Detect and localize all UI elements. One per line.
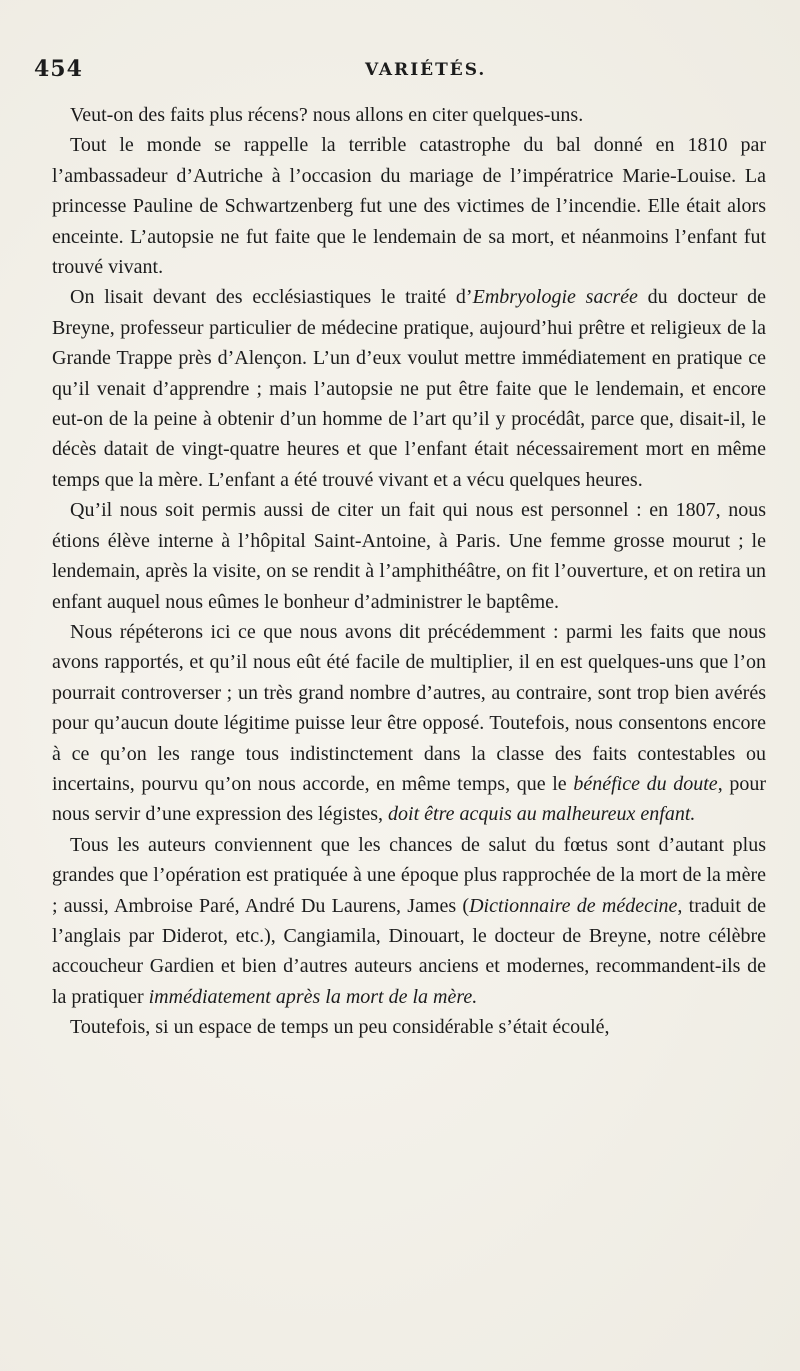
- body-text: [52, 100, 766, 1043]
- paragraph-5-italic-a: bénéfice du doute: [573, 772, 718, 795]
- paragraph-5-text-b: , pour nous servir d’une expression des légistes,: [52, 772, 766, 826]
- paragraph-6: [52, 830, 766, 1012]
- paragraph-3-text-a: On lisait devant des ecclésiastiques le traité d’: [70, 286, 473, 309]
- paragraph-3-italic: Embryologie sacrée: [472, 286, 638, 309]
- page-header: [30, 56, 770, 86]
- running-title: VARIÉTÉS.: [365, 60, 487, 80]
- paragraph-6-text-a: Tous les auteurs conviennent que les chances de salut du fœtus sont d’autant plus grandes que l’opération est pratiquée à une époque plus rapprochée de la mort de la mère ; aussi, Ambroise Paré, André Du Laurens, James (: [52, 833, 766, 917]
- paragraph-6-italic-a: Dictionnaire de médecine: [469, 894, 678, 917]
- paragraph-4: Qu’il nous soit permis aussi de citer un fait qui nous est personnel : en 1807, nous étions élève interne à l’hôpital Saint-Antoine, à Paris. Une femme grosse mourut ; le lendemain, après la visite, on se rendit à l’amphithéâtre, on fit l’ouverture, et on retira un enfant auquel nous eûmes le bonheur d’administrer le baptême.: [52, 499, 766, 613]
- paragraph-5: [52, 617, 766, 830]
- paragraph-5-italic-b: doit être acquis au malheureux enfant.: [388, 803, 696, 826]
- paragraph-7: Toutefois, si un espace de temps un peu considérable s’était écoulé,: [70, 1016, 610, 1039]
- paragraph-3: [52, 282, 766, 495]
- page-number: 454: [34, 56, 83, 82]
- paragraph-1: Veut-on des faits plus récens? nous allons en citer quelques-uns.: [70, 104, 584, 126]
- paragraph-6-text-b: , traduit de l’anglais par Diderot, etc.), Cangiamila, Dinouart, le docteur de Breyne, notre célèbre accoucheur Gardien et bien d’autres auteurs anciens et modernes, recommandent-ils de la pratiquer: [52, 894, 766, 1008]
- paragraph-5-text-a: Nous répéterons ici ce que nous avons dit précédemment : parmi les faits que nous avons rapportés, et qu’il nous eût été facile de multiplier, il en est quelques-uns que l’on pourrait controverser ; un très grand nombre d’autres, au contraire, sont trop bien avérés pour qu’aucun doute légitime puisse leur être opposé. Toutefois, nous consentons encore à ce qu’on les range tous indistinctement dans la classe des faits contestables ou incertains, pourvu qu’on nous accorde, en même temps, que le: [52, 620, 766, 795]
- paragraph-3-text-b: du docteur de Breyne, professeur particulier de médecine pratique, aujourd’hui prêtre et religieux de la Grande Trappe près d’Alençon. L’un d’eux voulut mettre immédiatement en pratique ce qu’il venait d’apprendre ; mais l’autopsie ne put être faite que le lendemain, et encore eut-on de la peine à obtenir d’un homme de l’art qu’il y procédât, parce que, disait-il, le décès datait de vingt-quatre heures et que l’enfant était nécessairement mort en même temps que la mère. L’enfant a été trouvé vivant et a vécu quelques heures.: [52, 286, 766, 491]
- paragraph-2: Tout le monde se rappelle la terrible catastrophe du bal donné en 1810 par l’ambassadeur d’Autriche à l’occasion du mariage de l’impératrice Marie-Louise. La princesse Pauline de Schwartzenberg fut une des victimes de l’incendie. Elle était alors enceinte. L’autopsie ne fut faite que le lendemain de sa mort, et néanmoins l’enfant fut trouvé vivant.: [52, 134, 766, 279]
- paragraph-6-italic-b: immédiatement après la mort de la mère.: [148, 985, 478, 1008]
